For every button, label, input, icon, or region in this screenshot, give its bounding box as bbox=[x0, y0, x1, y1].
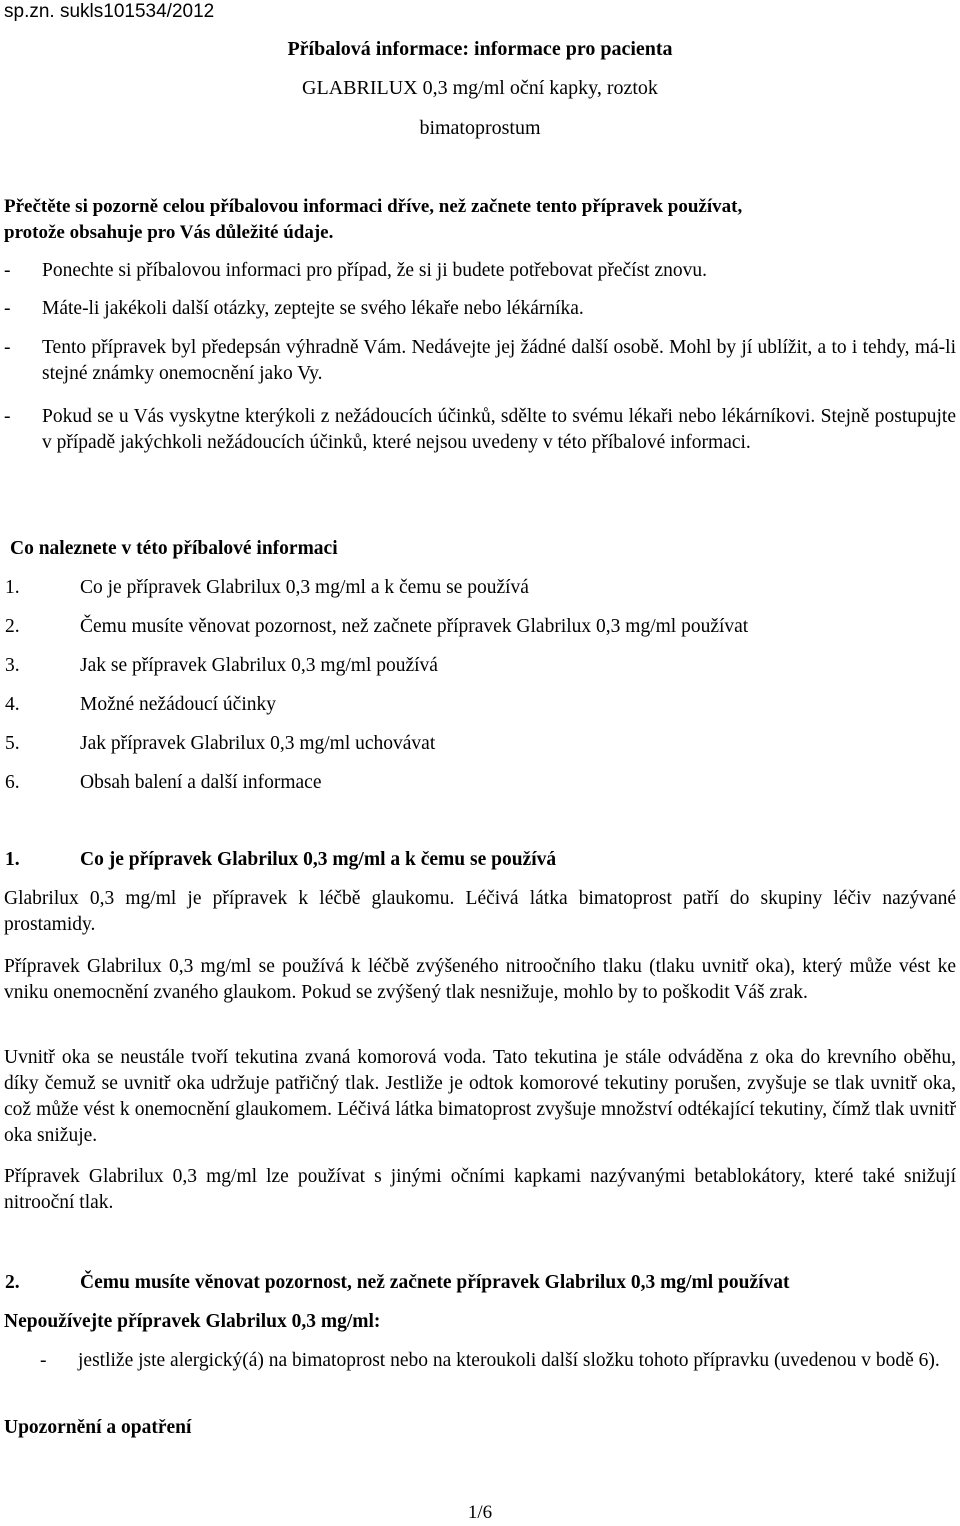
intro-bold-line-1: Přečtěte si pozorně celou příbalovou informaci dříve, než začnete tento přípravek používat, bbox=[4, 196, 743, 217]
toc-item-number: 2. bbox=[5, 616, 20, 637]
bullet-text: Ponechte si příbalovou informaci pro případ, že si ji budete potřebovat přečíst znovu. bbox=[42, 260, 707, 281]
reference-number: sp.zn. sukls101534/2012 bbox=[4, 1, 215, 22]
section-2-subheading: Nepoužívejte přípravek Glabrilux 0,3 mg/ml: bbox=[4, 1311, 381, 1332]
intro-bold-line-2: protože obsahuje pro Vás důležité údaje. bbox=[4, 222, 334, 243]
toc-item-text: Co je přípravek Glabrilux 0,3 mg/ml a k čemu se používá bbox=[80, 577, 529, 598]
section-1-paragraph: Přípravek Glabrilux 0,3 mg/ml se používá k léčbě zvýšeného nitroočního tlaku (tlaku uvnitř oka), který může vést ke vniku onemocnění zvaného glaukom. Pokud se zvýšený tlak nesnižuje, mohlo by to poškodit Váš zrak. bbox=[4, 956, 956, 1003]
bullet-text: Tento přípravek byl předepsán výhradně Vám. Nedávejte jej žádné další osobě. Mohl by jí ublížit, a to i tehdy, má-li stejné známky onemocnění jako Vy. bbox=[42, 337, 956, 384]
toc-item-text: Jak se přípravek Glabrilux 0,3 mg/ml používá bbox=[80, 655, 438, 676]
toc-item-number: 3. bbox=[5, 655, 20, 676]
page-number: 1/6 bbox=[467, 1502, 493, 1523]
section-title: Čemu musíte věnovat pozornost, než začnete přípravek Glabrilux 0,3 mg/ml používat bbox=[80, 1272, 790, 1293]
section-1-paragraph: Uvnitř oka se neustále tvoří tekutina zvaná komorová voda. Tato tekutina je stále odváděna z oka do krevního oběhu, díky čemuž se uvnitř oka udržuje patřičný tlak. Jestliže je odtok komorové tekutiny porušen, zvyšuje se tlak uvnitř oka, což může vést k onemocnění glaukomem. Léčivá látka bimatoprost zvyšuje množství odtékající tekutiny, čímž tlak uvnitř oka snižuje. bbox=[4, 1047, 956, 1146]
section-2-subheading-2: Upozornění a opatření bbox=[4, 1417, 192, 1438]
document-title: Příbalová informace: informace pro pacienta bbox=[287, 38, 673, 60]
dash-marker: - bbox=[4, 298, 11, 319]
toc-item-text: Čemu musíte věnovat pozornost, než začnete přípravek Glabrilux 0,3 mg/ml používat bbox=[80, 616, 749, 637]
section-number: 2. bbox=[5, 1272, 20, 1293]
product-name: GLABRILUX 0,3 mg/ml oční kapky, roztok bbox=[302, 77, 658, 99]
dash-marker: - bbox=[40, 1350, 47, 1371]
section-title: Co je přípravek Glabrilux 0,3 mg/ml a k čemu se používá bbox=[80, 849, 557, 870]
dash-marker: - bbox=[4, 406, 11, 427]
section-number: 1. bbox=[5, 849, 20, 870]
toc-item-number: 4. bbox=[5, 694, 20, 715]
toc-item-text: Obsah balení a další informace bbox=[80, 772, 322, 793]
toc-item-number: 1. bbox=[5, 577, 20, 598]
toc-item-text: Jak přípravek Glabrilux 0,3 mg/ml uchovávat bbox=[80, 733, 436, 754]
section-1-paragraph: Glabrilux 0,3 mg/ml je přípravek k léčbě glaukomu. Léčivá látka bimatoprost patří do skupiny léčiv nazývané prostamidy. bbox=[4, 888, 956, 935]
toc-item-number: 5. bbox=[5, 733, 20, 754]
section-1-paragraph: Přípravek Glabrilux 0,3 mg/ml lze používat s jinými očními kapkami nazývanými betablokátory, které také snižují nitrooční tlak. bbox=[4, 1166, 956, 1213]
dash-marker: - bbox=[4, 337, 11, 358]
bullet-text: Pokud se u Vás vyskytne kterýkoli z nežádoucích účinků, sdělte to svému lékaři nebo lékárníkovi. Stejně postupujte v případě jakýchkoli nežádoucích účinků, které nejsou uvedeny v této příbalové informaci. bbox=[42, 406, 956, 453]
toc-item-number: 6. bbox=[5, 772, 20, 793]
bullet-text: Máte-li jakékoli další otázky, zeptejte se svého lékaře nebo lékárníka. bbox=[42, 298, 584, 319]
toc-item-text: Možné nežádoucí účinky bbox=[80, 694, 277, 715]
toc-heading: Co naleznete v této příbalové informaci bbox=[10, 538, 338, 559]
dash-marker: - bbox=[4, 260, 11, 281]
bullet-text: jestliže jste alergický(á) na bimatoprost nebo na kteroukoli další složku tohoto přípravku (uvedenou v bodě 6). bbox=[78, 1350, 940, 1371]
active-substance: bimatoprostum bbox=[419, 117, 541, 139]
